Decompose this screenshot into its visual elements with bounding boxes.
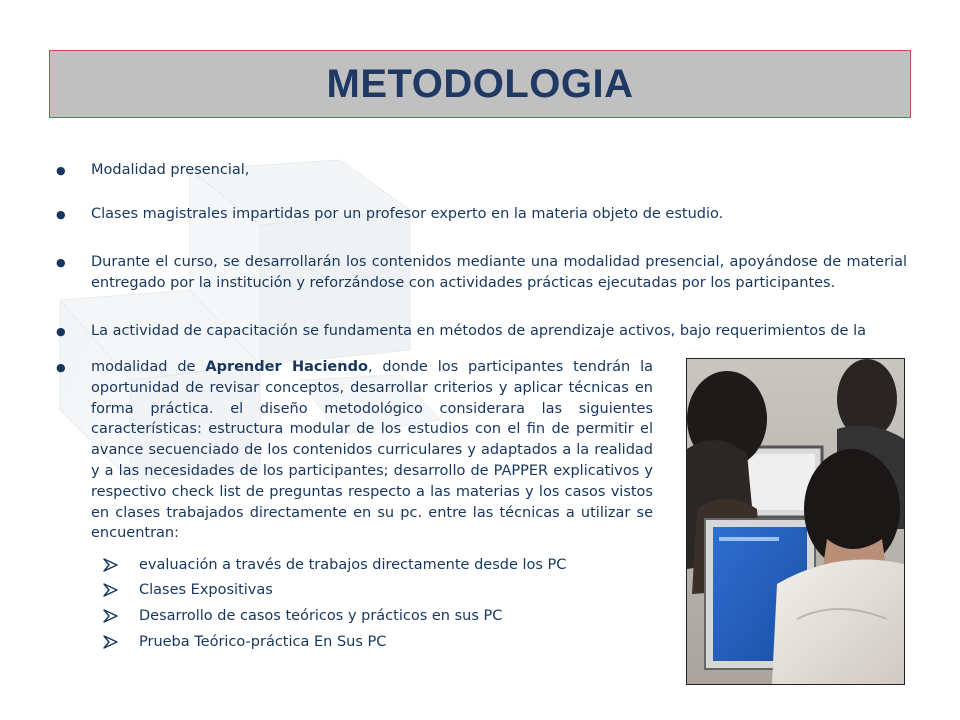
classroom-photo-illustration: [687, 359, 904, 684]
bullet-dot-icon: ●: [56, 256, 66, 269]
technique-label: Clases Expositivas: [139, 582, 273, 598]
arrow-bullet-icon: [103, 609, 119, 623]
bullet-text-4: La actividad de capacitación se fundamenta en métodos de aprendizaje activos, bajo requerimientos de la: [91, 323, 866, 339]
technique-label: evaluación a través de trabajos directamente desde los PC: [139, 557, 567, 573]
technique-label: Desarrollo de casos teóricos y prácticos en sus PC: [139, 608, 503, 624]
arrow-bullet-icon: [103, 635, 119, 649]
arrow-bullet-icon: [103, 583, 119, 597]
technique-label: Prueba Teórico-práctica En Sus PC: [139, 634, 387, 650]
bullet-text-3: Durante el curso, se desarrollarán los contenidos mediante una modalidad presencial, apoyándose de material entregado por la institución y reforzándose con actividades prácticas ejecutadas por los participantes.: [91, 254, 907, 291]
bullet-5-rest: , donde los participantes tendrán la oportunidad de revisar conceptos, desarrollar criterios y aplicar técnicas en forma práctica. el diseño metodológico considerara las siguientes características: estructura modular de los estudios con el fin de permitir el avance secuenciado de los contenidos curriculares y adaptados a la realidad y a las necesidades de los participantes; desarrollo de PAPPER explicativos y respectivo check list de preguntas respecto a las materias y los casos vistos en clases trabajados directamente en su pc. entre las técnicas a utilizar se encuentran:: [91, 359, 653, 542]
technique-item-1: [103, 553, 566, 577]
technique-item-4: [103, 630, 386, 654]
technique-item-2: [103, 578, 273, 602]
bullet-text-1: Modalidad presencial,: [91, 162, 250, 178]
bullet-5-prefix: modalidad de: [91, 359, 206, 375]
bullet-dot-icon: ●: [56, 361, 66, 374]
bullet-dot-icon: ●: [56, 208, 66, 221]
title-banner: [49, 50, 911, 118]
technique-item-3: [103, 604, 502, 628]
bullet-5-bold: Aprender Haciendo: [205, 359, 368, 375]
bullet-text-5: [91, 357, 653, 544]
bullet-dot-icon: ●: [56, 325, 66, 338]
bullet-dot-icon: ●: [56, 164, 66, 177]
page-title: METODOLOGIA: [326, 61, 634, 106]
arrow-bullet-icon: [103, 558, 119, 572]
bullet-text-2: Clases magistrales impartidas por un profesor experto en la materia objeto de estudio.: [91, 206, 724, 222]
classroom-photo: [686, 358, 905, 685]
